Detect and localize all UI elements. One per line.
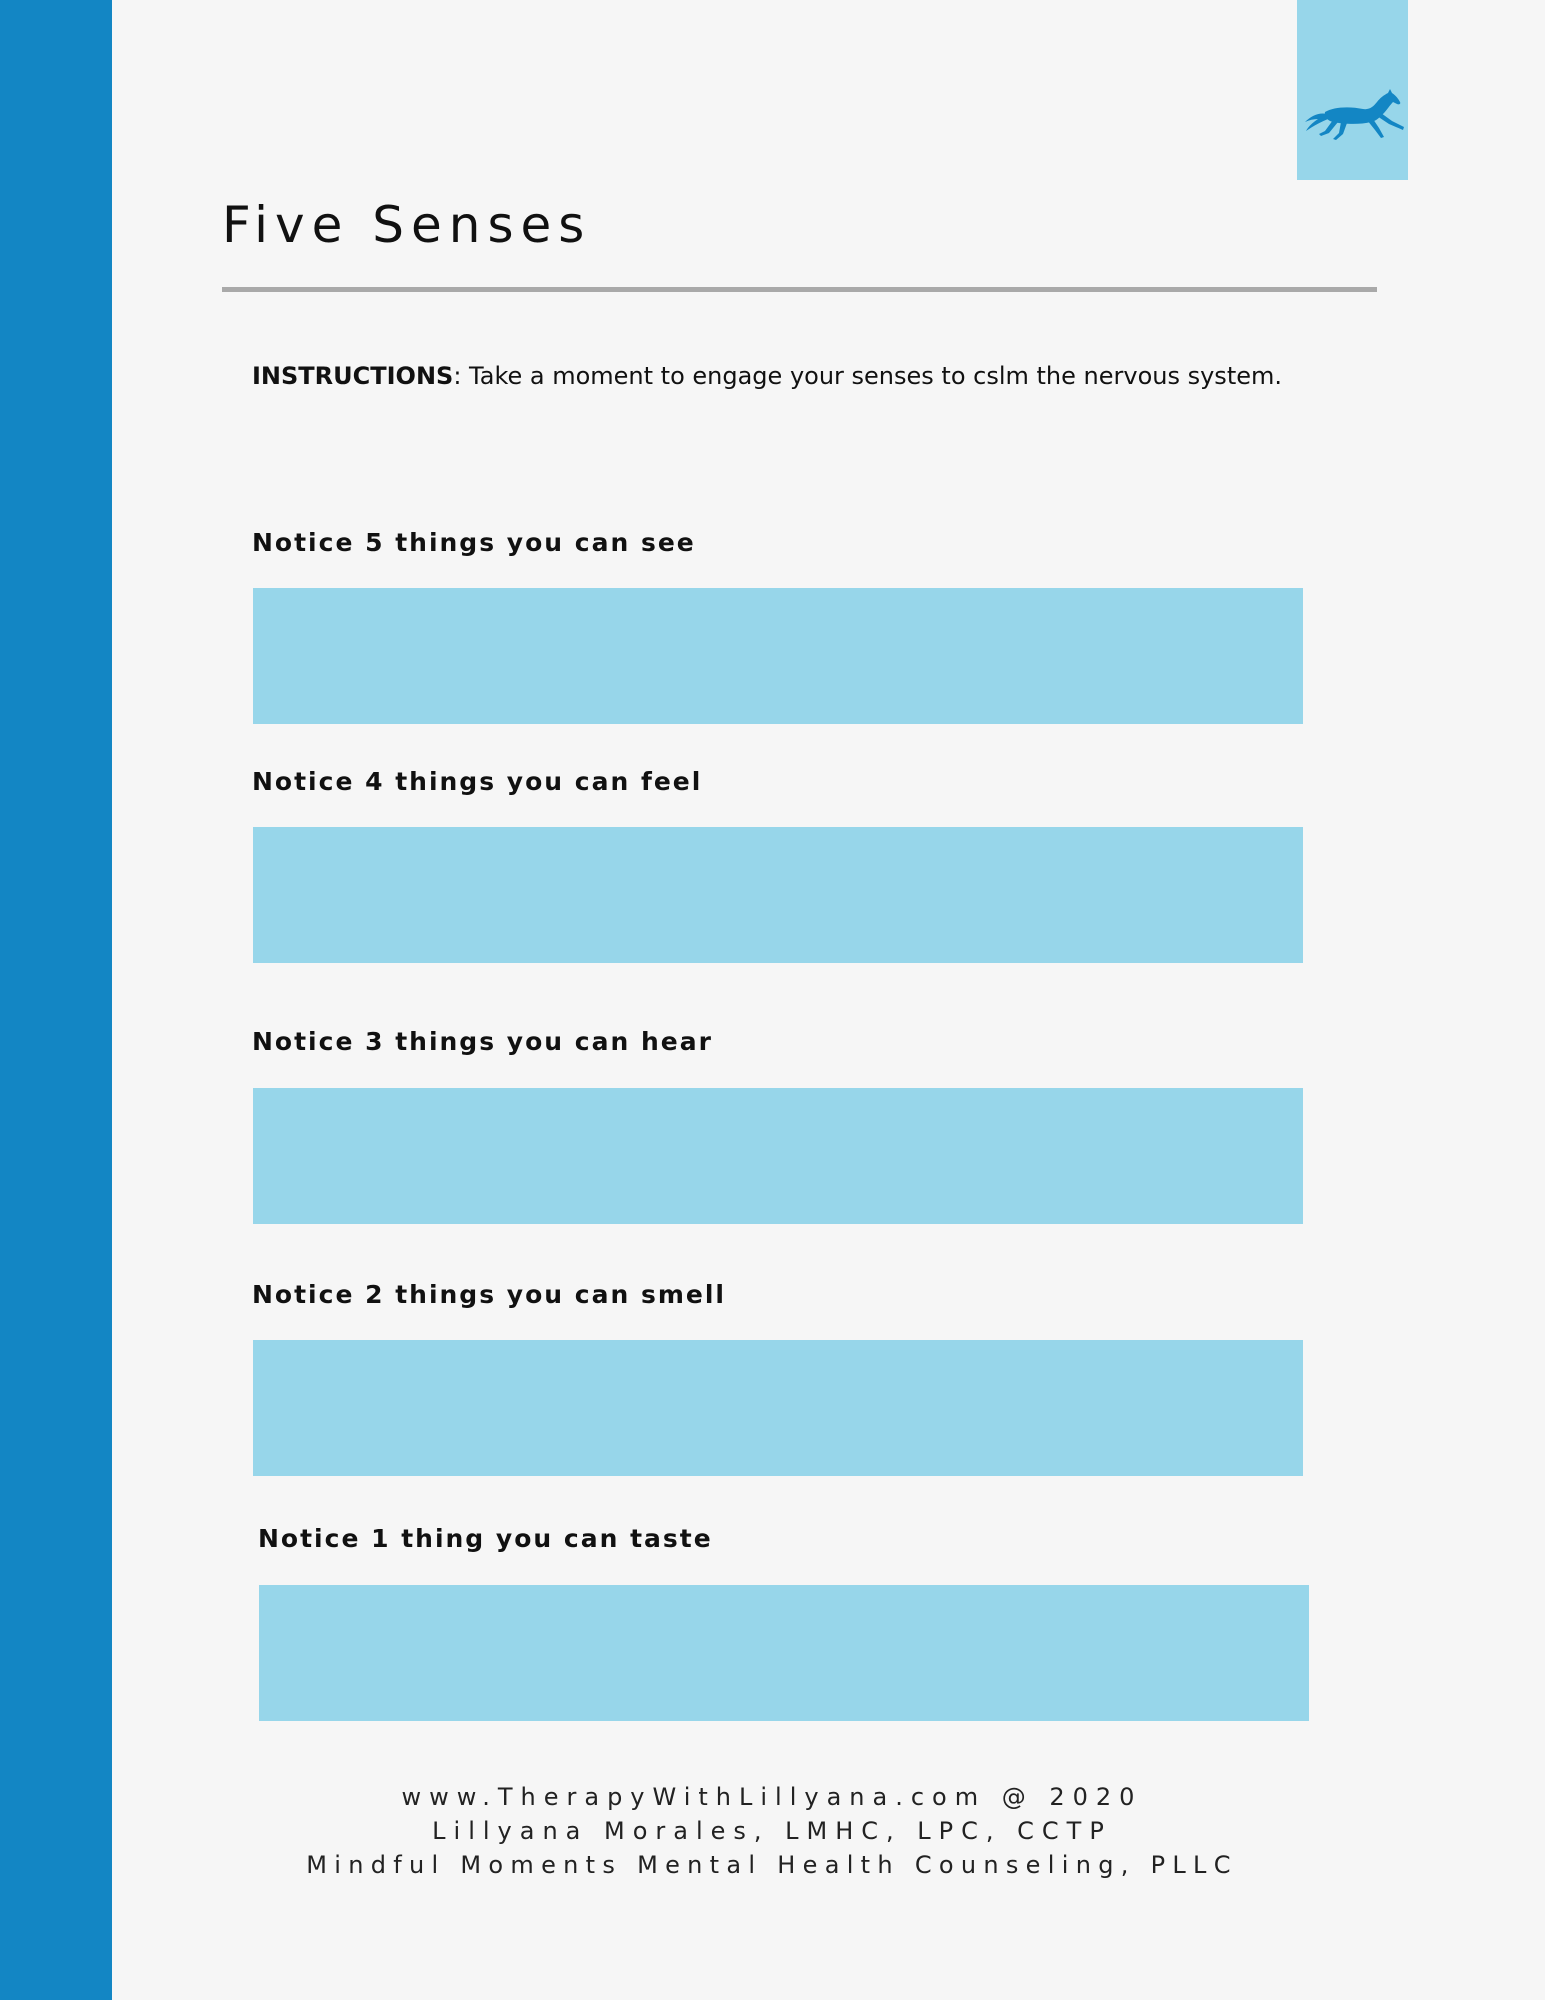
answer-field-smell[interactable] (253, 1340, 1303, 1476)
instructions-label: INSTRUCTIONS (252, 362, 454, 390)
page-title: Five Senses (222, 196, 592, 254)
logo-tab (1297, 0, 1408, 180)
answer-field-see[interactable] (253, 588, 1303, 724)
prompt-taste: Notice 1 thing you can taste (258, 1524, 713, 1553)
footer (112, 1780, 1432, 1882)
answer-field-hear[interactable] (253, 1088, 1303, 1224)
answer-field-feel[interactable] (253, 827, 1303, 963)
footer-author: Lillyana Morales, LMHC, LPC, CCTP (432, 1817, 1112, 1845)
title-divider (222, 287, 1377, 292)
footer-website: www.TherapyWithLillyana.com @ 2020 (401, 1783, 1143, 1811)
left-accent-bar (0, 0, 112, 2000)
running-horse-icon (1297, 86, 1408, 146)
prompt-smell: Notice 2 things you can smell (252, 1280, 726, 1309)
instructions-body: : Take a moment to engage your senses to cslm the nervous system. (453, 362, 1282, 390)
prompt-hear: Notice 3 things you can hear (252, 1027, 713, 1056)
prompt-feel: Notice 4 things you can feel (252, 767, 703, 796)
answer-field-taste[interactable] (259, 1585, 1309, 1721)
prompt-see: Notice 5 things you can see (252, 528, 696, 557)
instructions-text (252, 362, 1282, 390)
footer-practice: Mindful Moments Mental Health Counseling, PLLC (306, 1851, 1238, 1879)
